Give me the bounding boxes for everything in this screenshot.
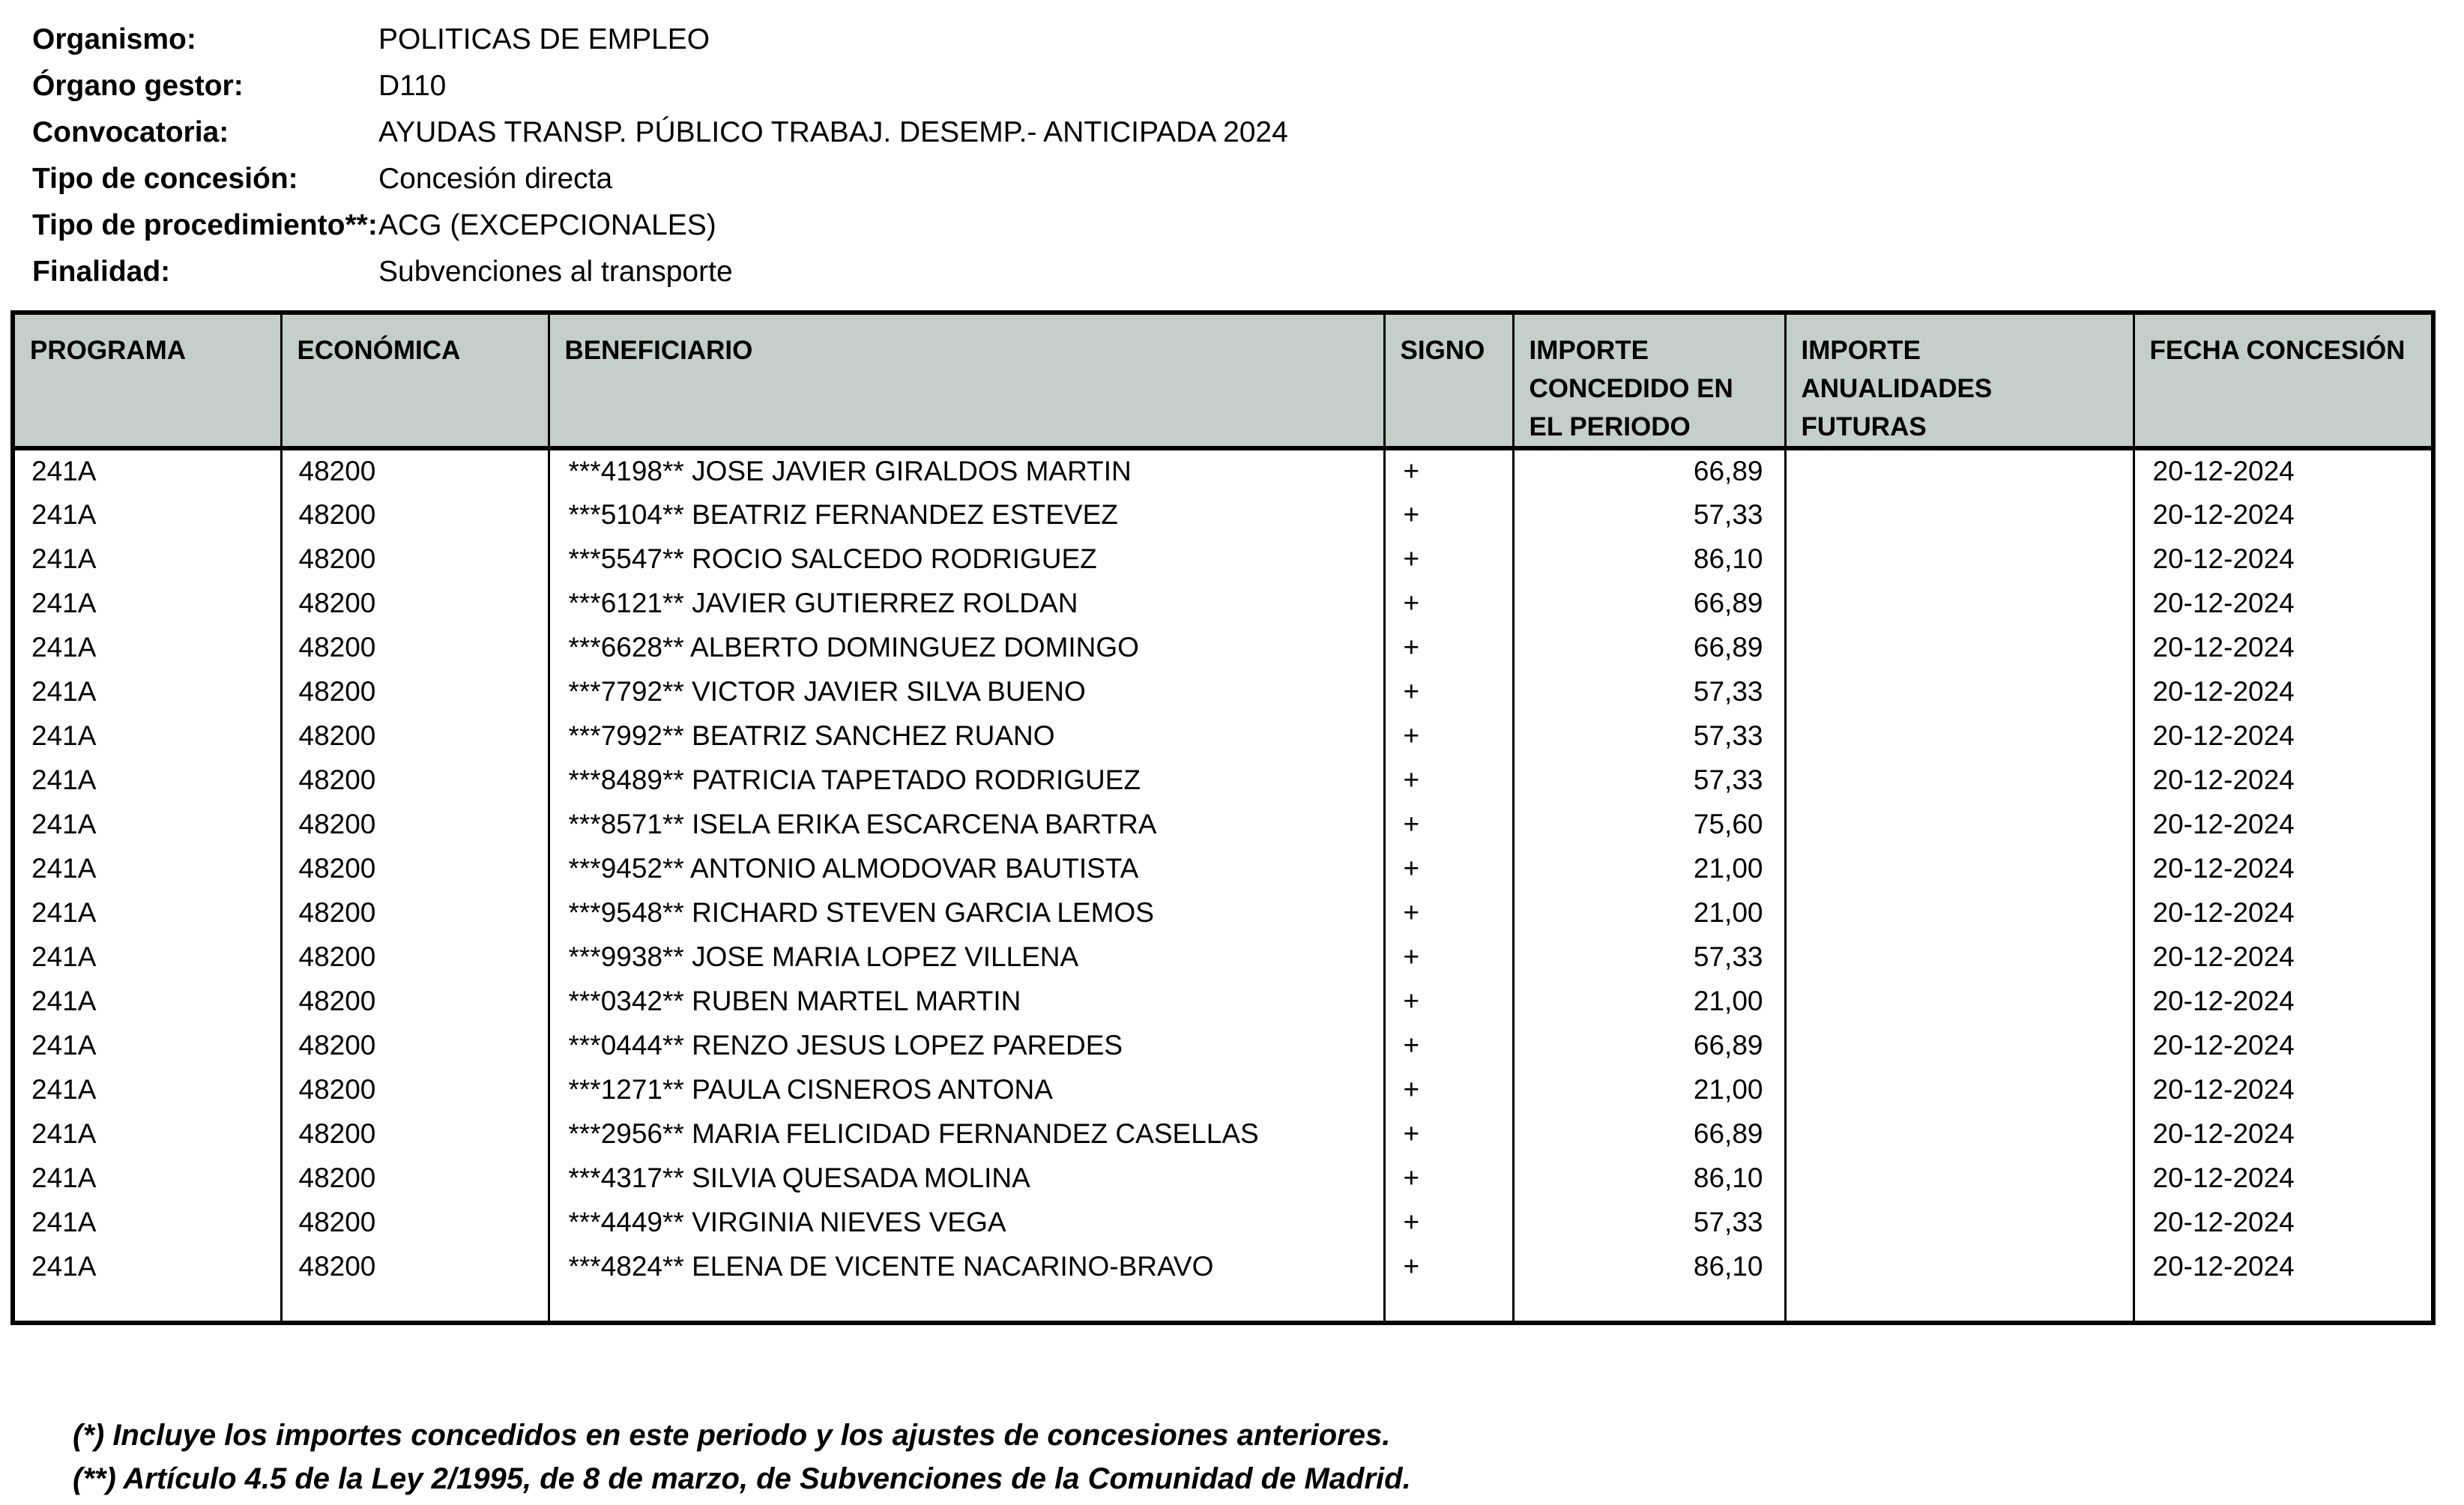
cell-fecha: 20-12-2024	[2134, 625, 2433, 669]
cell-economica: 48200	[281, 625, 549, 669]
meta-row-tipo-procedimiento	[32, 202, 2280, 249]
cell-economica: 48200	[281, 1112, 549, 1156]
cell-signo: +	[1384, 448, 1513, 492]
table-row	[13, 979, 2433, 1023]
cell-programa: 241A	[31, 543, 97, 574]
cell-economica: 48200	[281, 758, 549, 802]
cell-economica: 48200	[281, 537, 549, 581]
cell-fecha: 20-12-2024	[2134, 714, 2433, 758]
cell-anualidades	[1785, 1112, 2134, 1156]
table-row	[13, 846, 2433, 890]
cell-fecha: 20-12-2024	[2134, 1244, 2433, 1288]
cell-economica: 48200	[281, 669, 549, 714]
column-header-label: PROGRAMA	[30, 336, 187, 365]
cell-signo: +	[1384, 1156, 1513, 1200]
column-header-label: IMPORTE CONCEDIDO EN EL PERIODO	[1529, 336, 1733, 441]
cell-importe: 66,89	[1513, 581, 1785, 625]
cell-signo: +	[1384, 1023, 1513, 1067]
cell-anualidades	[1785, 669, 2134, 714]
column-header-importe-concedido	[1513, 313, 1785, 448]
cell-anualidades	[1785, 1067, 2134, 1112]
cell-anualidades	[1785, 1200, 2134, 1244]
cell-fecha: 20-12-2024	[2134, 890, 2433, 935]
cell-importe: 66,89	[1513, 1023, 1785, 1067]
cell-importe	[1513, 1288, 1785, 1323]
cell-importe: 21,00	[1513, 846, 1785, 890]
cell-fecha: 20-12-2024	[2134, 1156, 2433, 1200]
table-row	[13, 669, 2433, 714]
table-row	[13, 625, 2433, 669]
cell-programa: 241A	[31, 941, 97, 972]
table-row	[13, 1023, 2433, 1067]
cell-fecha: 20-12-2024	[2134, 1067, 2433, 1112]
cell-signo: +	[1384, 935, 1513, 979]
cell-fecha: 20-12-2024	[2134, 802, 2433, 846]
cell-signo: +	[1384, 758, 1513, 802]
cell-programa: 241A	[31, 764, 97, 795]
cell-importe: 21,00	[1513, 890, 1785, 935]
cell-anualidades	[1785, 492, 2134, 537]
cell-programa: 241A	[31, 985, 97, 1016]
cell-economica: 48200	[281, 1200, 549, 1244]
cell-fecha: 20-12-2024	[2134, 758, 2433, 802]
cell-anualidades	[1785, 758, 2134, 802]
cell-anualidades	[1785, 802, 2134, 846]
cell-programa: 241A	[31, 852, 97, 884]
table-row	[13, 758, 2433, 802]
cell-fecha: 20-12-2024	[2134, 1112, 2433, 1156]
document-meta	[32, 16, 2280, 295]
cell-importe: 86,10	[1513, 1156, 1785, 1200]
cell-economica: 48200	[281, 492, 549, 537]
cell-beneficiario: ***2956** MARIA FELICIDAD FERNANDEZ CASELLAS	[549, 1112, 1384, 1156]
cell-anualidades	[1785, 935, 2134, 979]
cell-signo: +	[1384, 890, 1513, 935]
cell-fecha: 20-12-2024	[2134, 669, 2433, 714]
table-row	[13, 714, 2433, 758]
meta-value: Subvenciones al transporte	[378, 256, 733, 288]
cell-anualidades	[1785, 581, 2134, 625]
cell-importe: 57,33	[1513, 758, 1785, 802]
meta-value: ACG (EXCEPCIONALES)	[378, 209, 716, 241]
cell-anualidades	[1785, 1288, 2134, 1323]
cell-signo: +	[1384, 1200, 1513, 1244]
meta-label: Organismo:	[32, 23, 196, 55]
table-row	[13, 448, 2433, 492]
table-row	[13, 1067, 2433, 1112]
cell-programa: 241A	[31, 1250, 97, 1282]
cell-signo: +	[1384, 669, 1513, 714]
cell-programa: 241A	[31, 587, 97, 618]
meta-label: Tipo de concesión:	[32, 163, 298, 195]
cell-economica: 48200	[281, 1244, 549, 1288]
cell-economica: 48200	[281, 846, 549, 890]
cell-beneficiario: ***4317** SILVIA QUESADA MOLINA	[549, 1156, 1384, 1200]
cell-beneficiario: ***9452** ANTONIO ALMODOVAR BAUTISTA	[549, 846, 1384, 890]
table-row	[13, 492, 2433, 537]
cell-beneficiario: ***7792** VICTOR JAVIER SILVA BUENO	[549, 669, 1384, 714]
cell-economica: 48200	[281, 1067, 549, 1112]
cell-fecha: 20-12-2024	[2134, 979, 2433, 1023]
cell-programa: 241A	[31, 1206, 97, 1237]
meta-row-organismo	[32, 16, 2280, 63]
meta-value: AYUDAS TRANSP. PÚBLICO TRABAJ. DESEMP.- ANTICIPADA 2024	[378, 116, 1288, 148]
table-row	[13, 581, 2433, 625]
column-header-label: SIGNO	[1400, 336, 1485, 365]
cell-anualidades	[1785, 846, 2134, 890]
cell-beneficiario: ***0444** RENZO JESUS LOPEZ PAREDES	[549, 1023, 1384, 1067]
column-header-label: BENEFICIARIO	[564, 336, 753, 365]
table-row	[13, 935, 2433, 979]
table-bottom-spacer	[13, 1288, 2433, 1323]
cell-fecha: 20-12-2024	[2134, 1023, 2433, 1067]
cell-fecha: 20-12-2024	[2134, 448, 2433, 492]
column-header-economica	[281, 313, 549, 448]
cell-beneficiario: ***5104** BEATRIZ FERNANDEZ ESTEVEZ	[549, 492, 1384, 537]
cell-beneficiario: ***8571** ISELA ERIKA ESCARCENA BARTRA	[549, 802, 1384, 846]
cell-importe: 86,10	[1513, 1244, 1785, 1288]
cell-anualidades	[1785, 625, 2134, 669]
column-header-importe-anualidades	[1785, 313, 2134, 448]
cell-programa: 241A	[31, 1073, 97, 1105]
cell-signo: +	[1384, 846, 1513, 890]
cell-signo: +	[1384, 1067, 1513, 1112]
table-row	[13, 1200, 2433, 1244]
cell-programa: 241A	[31, 456, 97, 486]
column-header-label: ECONÓMICA	[297, 336, 461, 365]
meta-value: Concesión directa	[378, 163, 613, 195]
column-header-label: IMPORTE ANUALIDADES FUTURAS	[1801, 336, 1993, 441]
cell-anualidades	[1785, 1244, 2134, 1288]
meta-row-tipo-concesion	[32, 156, 2280, 202]
cell-importe: 66,89	[1513, 1112, 1785, 1156]
cell-economica	[281, 1288, 549, 1323]
cell-economica: 48200	[281, 890, 549, 935]
cell-beneficiario: ***5547** ROCIO SALCEDO RODRIGUEZ	[549, 537, 1384, 581]
cell-programa: 241A	[31, 498, 97, 530]
cell-programa: 241A	[31, 720, 97, 751]
cell-importe: 75,60	[1513, 802, 1785, 846]
cell-programa: 241A	[31, 1118, 97, 1149]
cell-anualidades	[1785, 1023, 2134, 1067]
cell-programa: 241A	[31, 896, 97, 928]
cell-economica: 48200	[281, 802, 549, 846]
cell-signo: +	[1384, 802, 1513, 846]
column-header-beneficiario	[549, 313, 1384, 448]
cell-economica: 48200	[281, 1023, 549, 1067]
cell-importe: 86,10	[1513, 537, 1785, 581]
cell-fecha	[2134, 1288, 2433, 1323]
cell-anualidades	[1785, 979, 2134, 1023]
footnote-1: (*) Incluye los importes concedidos en este periodo y los ajustes de concesiones anteriores.	[73, 1419, 1391, 1452]
cell-beneficiario: ***4824** ELENA DE VICENTE NACARINO-BRAVO	[549, 1244, 1384, 1288]
cell-signo: +	[1384, 979, 1513, 1023]
cell-programa: 241A	[31, 631, 97, 663]
table-row	[13, 890, 2433, 935]
cell-beneficiario: ***9938** JOSE MARIA LOPEZ VILLENA	[549, 935, 1384, 979]
table-row	[13, 1244, 2433, 1288]
cell-economica: 48200	[281, 935, 549, 979]
cell-beneficiario: ***8489** PATRICIA TAPETADO RODRIGUEZ	[549, 758, 1384, 802]
cell-economica: 48200	[281, 714, 549, 758]
cell-importe: 66,89	[1513, 448, 1785, 492]
cell-importe: 57,33	[1513, 935, 1785, 979]
meta-row-convocatoria	[32, 109, 2280, 156]
cell-programa: 241A	[31, 675, 97, 707]
cell-economica: 48200	[281, 581, 549, 625]
cell-economica: 48200	[281, 1156, 549, 1200]
cell-importe: 57,33	[1513, 714, 1785, 758]
cell-fecha: 20-12-2024	[2134, 537, 2433, 581]
cell-fecha: 20-12-2024	[2134, 492, 2433, 537]
cell-beneficiario: ***1271** PAULA CISNEROS ANTONA	[549, 1067, 1384, 1112]
cell-anualidades	[1785, 714, 2134, 758]
cell-fecha: 20-12-2024	[2134, 581, 2433, 625]
cell-signo: +	[1384, 492, 1513, 537]
table-row	[13, 802, 2433, 846]
cell-fecha: 20-12-2024	[2134, 1200, 2433, 1244]
footnotes	[73, 1414, 1411, 1501]
table-row	[13, 537, 2433, 581]
cell-importe: 21,00	[1513, 979, 1785, 1023]
cell-importe: 57,33	[1513, 492, 1785, 537]
cell-anualidades	[1785, 890, 2134, 935]
cell-anualidades	[1785, 448, 2134, 492]
cell-programa: 241A	[31, 1162, 97, 1193]
footnote-2: (**) Artículo 4.5 de la Ley 2/1995, de 8 de marzo, de Subvenciones de la Comunidad de Madrid.	[73, 1462, 1411, 1495]
cell-beneficiario: ***0342** RUBEN MARTEL MARTIN	[549, 979, 1384, 1023]
meta-label: Convocatoria:	[32, 116, 229, 148]
cell-beneficiario: ***9548** RICHARD STEVEN GARCIA LEMOS	[549, 890, 1384, 935]
cell-programa: 241A	[31, 1029, 97, 1061]
cell-signo: +	[1384, 581, 1513, 625]
cell-beneficiario: ***4198** JOSE JAVIER GIRALDOS MARTIN	[549, 448, 1384, 492]
column-header-label: FECHA CONCESIÓN	[2149, 336, 2406, 365]
cell-signo: +	[1384, 1112, 1513, 1156]
cell-anualidades	[1785, 537, 2134, 581]
meta-value: D110	[378, 70, 447, 102]
meta-label: Órgano gestor:	[32, 70, 244, 102]
meta-value: POLITICAS DE EMPLEO	[378, 23, 710, 55]
cell-programa: 241A	[31, 808, 97, 839]
cell-signo: +	[1384, 537, 1513, 581]
cell-fecha: 20-12-2024	[2134, 846, 2433, 890]
column-header-signo	[1384, 313, 1513, 448]
cell-importe: 66,89	[1513, 625, 1785, 669]
cell-economica: 48200	[281, 448, 549, 492]
table-body	[13, 448, 2433, 1323]
cell-importe: 57,33	[1513, 669, 1785, 714]
cell-beneficiario: ***6121** JAVIER GUTIERREZ ROLDAN	[549, 581, 1384, 625]
cell-signo: +	[1384, 625, 1513, 669]
cell-beneficiario: ***6628** ALBERTO DOMINGUEZ DOMINGO	[549, 625, 1384, 669]
cell-beneficiario: ***4449** VIRGINIA NIEVES VEGA	[549, 1200, 1384, 1244]
cell-beneficiario	[549, 1288, 1384, 1323]
meta-label: Tipo de procedimiento**:	[32, 209, 378, 241]
table-header	[13, 313, 2433, 448]
meta-label: Finalidad:	[32, 256, 171, 288]
cell-beneficiario: ***7992** BEATRIZ SANCHEZ RUANO	[549, 714, 1384, 758]
cell-fecha: 20-12-2024	[2134, 935, 2433, 979]
cell-importe: 57,33	[1513, 1200, 1785, 1244]
cell-signo: +	[1384, 1244, 1513, 1288]
table-row	[13, 1156, 2433, 1200]
table-row	[13, 1112, 2433, 1156]
cell-importe: 21,00	[1513, 1067, 1785, 1112]
meta-row-finalidad	[32, 249, 2280, 295]
column-header-programa	[13, 313, 281, 448]
cell-signo	[1384, 1288, 1513, 1323]
cell-anualidades	[1785, 1156, 2134, 1200]
cell-economica: 48200	[281, 979, 549, 1023]
meta-row-organo-gestor	[32, 63, 2280, 109]
cell-programa	[13, 1288, 281, 1323]
cell-signo: +	[1384, 714, 1513, 758]
column-header-fecha-concesion	[2134, 313, 2433, 448]
grants-table	[10, 310, 2436, 1325]
